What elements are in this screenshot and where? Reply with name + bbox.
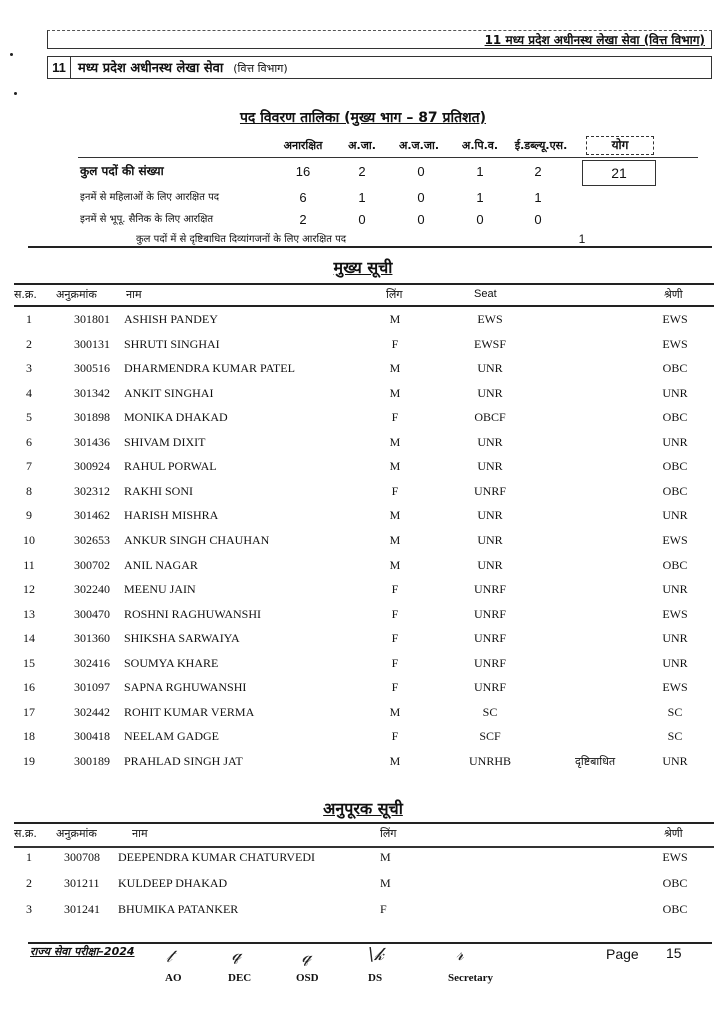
table-row	[0, 582, 726, 606]
roll-number: 301097	[74, 680, 110, 695]
category: OBC	[662, 459, 688, 474]
summary-value: 0	[476, 212, 484, 227]
category: UNR	[662, 385, 688, 400]
table-row	[0, 386, 726, 410]
table-row	[0, 902, 726, 926]
signatory-dec: DEC	[228, 972, 252, 984]
candidate-name: BHUMIKA PATANKER	[118, 902, 239, 916]
total-value: 21	[582, 160, 656, 186]
signatory-ao: AO	[165, 972, 182, 984]
roll-number: 302312	[74, 483, 110, 498]
candidate-name: ASHISH PANDEY	[124, 312, 218, 326]
gender: M	[389, 312, 401, 326]
col-header-seat: Seat	[474, 288, 497, 300]
candidate-name: PRAHLAD SINGH JAT	[124, 753, 243, 768]
table-row	[0, 680, 726, 704]
col-header-category: श्रेणी	[664, 827, 683, 840]
summary-value: 0	[417, 212, 425, 227]
seat: UNR	[477, 532, 503, 547]
roll-number: 300708	[64, 850, 100, 864]
serial-number: 3	[26, 361, 32, 376]
serial-number: 1	[26, 312, 32, 326]
gender: M	[380, 850, 391, 864]
summary-col-header: अनारक्षित	[283, 139, 323, 152]
table-row	[0, 631, 726, 655]
seat: UNRF	[473, 483, 506, 498]
table-row	[0, 558, 726, 582]
gender: F	[391, 729, 399, 744]
osd-signature-icon: 𝓆	[302, 946, 312, 967]
seat: SCF	[479, 729, 501, 744]
candidate-name: RAHUL PORWAL	[124, 459, 217, 474]
main-list-title: मुख्य सूची	[333, 258, 393, 277]
summary-value: 1	[476, 164, 484, 179]
summary-col-header: ई.डब्ल्यू.एस.	[514, 139, 568, 152]
remark: दृष्टिबाधित	[575, 754, 616, 768]
disabled-note: कुल पदों में से दृष्टिबाधित दिव्यांगजनों के लिए आरक्षित पद	[136, 234, 347, 245]
table-row	[0, 729, 726, 753]
seat: UNRF	[473, 631, 506, 646]
category: OBC	[662, 361, 688, 376]
candidate-name: ROHIT KUMAR VERMA	[124, 704, 255, 719]
seat: UNR	[477, 459, 503, 474]
roll-number: 300131	[74, 336, 110, 351]
table-row	[0, 533, 726, 557]
total-header: योग	[586, 136, 654, 155]
seat: UNRF	[473, 655, 506, 670]
table-row	[0, 705, 726, 729]
ao-signature-icon: 𝓉	[166, 946, 173, 967]
summary-value: 1	[534, 190, 542, 205]
candidate-name: SAPNA RGHUWANSHI	[124, 680, 247, 695]
col-header-gender: लिंग	[386, 288, 403, 301]
seat: EWS	[477, 312, 503, 326]
col-header-sn: स.क्र.	[14, 827, 37, 840]
roll-number: 300924	[74, 459, 110, 474]
table-row	[0, 410, 726, 434]
gender: M	[389, 459, 401, 474]
gender: M	[389, 434, 401, 449]
summary-row-label: इनमें से महिलाओं के लिए आरक्षित पद	[80, 192, 220, 203]
gender: M	[389, 753, 401, 768]
signatory-ds: DS	[368, 972, 383, 984]
serial-number: 5	[26, 410, 32, 425]
table-row	[0, 312, 726, 336]
roll-number: 302416	[74, 655, 110, 670]
secretary-signature-icon: 𝓇	[456, 944, 464, 965]
roll-number: 301801	[74, 312, 110, 326]
roll-number: 300189	[74, 753, 110, 768]
summary-row-label: कुल पदों की संख्या	[80, 164, 164, 178]
summary-value: 1	[476, 190, 484, 205]
candidate-name: SHRUTI SINGHAI	[124, 336, 220, 351]
divider	[14, 846, 714, 848]
gender: M	[380, 876, 391, 890]
table-row	[0, 850, 726, 874]
roll-number: 301241	[64, 902, 100, 916]
summary-value: 2	[299, 212, 307, 227]
category: OBC	[662, 902, 688, 916]
category: UNR	[662, 508, 688, 523]
seat: UNR	[477, 508, 503, 523]
seat: EWSF	[473, 336, 506, 351]
summary-value: 2	[358, 164, 366, 179]
page-label: Page	[606, 946, 639, 962]
serial-number: 2	[26, 336, 32, 351]
summary-value: 2	[534, 164, 542, 179]
serial-number: 14	[23, 631, 35, 646]
col-header-sn: स.क्र.	[14, 288, 37, 301]
serial-number: 17	[23, 704, 35, 719]
summary-value: 16	[295, 164, 311, 179]
table-row	[0, 754, 726, 778]
gender: F	[391, 606, 399, 621]
gender: F	[391, 483, 399, 498]
serial-number: 15	[23, 655, 35, 670]
dec-signature-icon: 𝓆	[232, 944, 242, 965]
table-row	[0, 656, 726, 680]
serial-number: 18	[23, 729, 35, 744]
roll-number: 302653	[74, 532, 110, 547]
seat: UNR	[477, 385, 503, 400]
candidate-name: NEELAM GADGE	[124, 729, 219, 744]
table-row	[0, 459, 726, 483]
summary-value: 6	[299, 190, 307, 205]
category: UNR	[662, 655, 688, 670]
serial-number: 10	[23, 532, 35, 547]
summary-value: 0	[417, 164, 425, 179]
candidate-name: ANKIT SINGHAI	[124, 385, 214, 400]
seat: UNRHB	[468, 753, 511, 768]
category: EWS	[662, 312, 688, 326]
col-header-category: श्रेणी	[664, 288, 683, 301]
candidate-name: MEENU JAIN	[124, 582, 196, 597]
table-row	[0, 508, 726, 532]
category: UNR	[662, 434, 688, 449]
roll-number: 300418	[74, 729, 110, 744]
gender: F	[391, 655, 399, 670]
service-title	[78, 58, 288, 76]
summary-title: पद विवरण तालिका (मुख्य भाग – 87 प्रतिशत)	[239, 110, 487, 126]
candidate-name: SHIKSHA SARWAIYA	[124, 631, 240, 646]
gender: F	[391, 680, 399, 695]
ds-signature-icon: \𝓀	[368, 944, 384, 965]
gender: M	[389, 508, 401, 523]
summary-row-label: इनमें से भूपू. सैनिक के लिए आरक्षित	[80, 214, 214, 225]
candidate-name: SOUMYA KHARE	[124, 655, 219, 670]
category: UNR	[662, 753, 688, 768]
candidate-name: HARISH MISHRA	[124, 508, 219, 523]
signatory-osd: OSD	[296, 972, 319, 984]
summary-value: 0	[534, 212, 542, 227]
top-header-text: 11 मध्य प्रदेश अधीनस्थ लेखा सेवा (वित्त विभाग)	[484, 33, 705, 47]
gender: M	[389, 385, 401, 400]
col-header-gender: लिंग	[380, 827, 397, 840]
exam-label: राज्य सेवा परीक्षा–2024	[30, 945, 135, 958]
summary-value: 0	[417, 190, 425, 205]
roll-number: 301898	[74, 410, 110, 425]
divider	[78, 157, 698, 158]
serial-number: 4	[26, 385, 32, 400]
serial-number: 1	[26, 850, 32, 864]
summary-col-header: अ.जा.	[348, 139, 376, 152]
summary-value: 1	[358, 190, 366, 205]
seat: SC	[482, 704, 498, 719]
col-header-name: नाम	[126, 288, 142, 301]
table-row	[0, 361, 726, 385]
disabled-value: 1	[578, 232, 586, 246]
col-header-roll: अनुक्रमांक	[56, 827, 97, 840]
roll-number: 300516	[74, 361, 110, 376]
seat: UNR	[477, 361, 503, 376]
category: EWS	[662, 606, 688, 621]
category: EWS	[662, 680, 688, 695]
service-department: (वित्त विभाग)	[233, 62, 288, 75]
roll-number: 301342	[74, 385, 110, 400]
divider	[28, 246, 712, 248]
category: OBC	[662, 410, 688, 425]
divider	[14, 822, 714, 824]
bullet-mark	[10, 53, 13, 56]
roll-number: 301211	[64, 876, 100, 890]
gender: F	[391, 582, 399, 597]
top-header-box	[47, 30, 712, 49]
seat: UNRF	[473, 606, 506, 621]
divider	[14, 305, 714, 307]
summary-col-header: अ.ज.जा.	[398, 139, 440, 152]
category: UNR	[662, 582, 688, 597]
service-name: मध्य प्रदेश अधीनस्थ लेखा सेवा	[78, 61, 224, 76]
candidate-name: SHIVAM DIXIT	[124, 434, 206, 449]
summary-value: 0	[358, 212, 366, 227]
gender: M	[389, 532, 401, 547]
col-header-name: नाम	[132, 827, 148, 840]
seat: UNR	[477, 434, 503, 449]
gender: F	[380, 902, 387, 916]
supplementary-list-title: अनुपूरक सूची	[323, 799, 403, 818]
serial-number: 11	[23, 557, 35, 572]
candidate-name: ANIL NAGAR	[124, 557, 198, 572]
serial-number: 13	[23, 606, 35, 621]
roll-number: 300470	[74, 606, 110, 621]
table-row	[0, 337, 726, 361]
serial-number: 12	[23, 582, 35, 597]
seat: UNRF	[473, 680, 506, 695]
candidate-name: DEEPENDRA KUMAR CHATURVEDI	[118, 850, 316, 864]
roll-number: 302240	[74, 582, 110, 597]
category: EWS	[662, 532, 688, 547]
category: EWS	[662, 336, 688, 351]
table-row	[0, 876, 726, 900]
roll-number: 300702	[74, 557, 110, 572]
col-header-roll: अनुक्रमांक	[56, 288, 97, 301]
serial-number: 6	[26, 434, 32, 449]
divider	[14, 283, 714, 285]
seat: OBCF	[474, 410, 506, 425]
category: OBC	[662, 876, 688, 890]
serial-number: 16	[23, 680, 35, 695]
serial-number: 2	[26, 876, 32, 890]
service-header-box	[47, 56, 712, 79]
roll-number: 301436	[74, 434, 110, 449]
gender: F	[391, 410, 399, 425]
service-number: 11	[48, 57, 71, 78]
gender: M	[389, 361, 401, 376]
roll-number: 302442	[74, 704, 110, 719]
candidate-name: DHARMENDRA KUMAR PATEL	[124, 361, 295, 376]
category: SC	[667, 704, 683, 719]
candidate-name: RAKHI SONI	[124, 483, 193, 498]
table-row	[0, 607, 726, 631]
table-row	[0, 435, 726, 459]
roll-number: 301360	[74, 631, 110, 646]
category: SC	[667, 729, 683, 744]
gender: F	[391, 336, 399, 351]
seat: UNR	[477, 557, 503, 572]
serial-number: 7	[26, 459, 32, 474]
serial-number: 3	[26, 902, 32, 916]
candidate-name: ROSHNI RAGHUWANSHI	[124, 606, 262, 621]
table-row	[0, 484, 726, 508]
gender: F	[391, 631, 399, 646]
serial-number: 19	[23, 753, 35, 768]
category: OBC	[662, 557, 688, 572]
serial-number: 8	[26, 483, 32, 498]
signatory-secretary: Secretary	[448, 972, 493, 984]
candidate-name: ANKUR SINGH CHAUHAN	[124, 532, 270, 547]
candidate-name: KULDEEP DHAKAD	[118, 876, 228, 890]
candidate-name: MONIKA DHAKAD	[124, 410, 228, 425]
category: EWS	[662, 850, 688, 864]
gender: M	[389, 557, 401, 572]
category: UNR	[662, 631, 688, 646]
summary-col-header: अ.पि.व.	[461, 139, 499, 152]
category: OBC	[662, 483, 688, 498]
seat: UNRF	[473, 582, 506, 597]
page-number: 15	[666, 945, 682, 961]
gender: M	[389, 704, 401, 719]
bullet-mark	[14, 92, 17, 95]
serial-number: 9	[26, 508, 32, 523]
roll-number: 301462	[74, 508, 110, 523]
